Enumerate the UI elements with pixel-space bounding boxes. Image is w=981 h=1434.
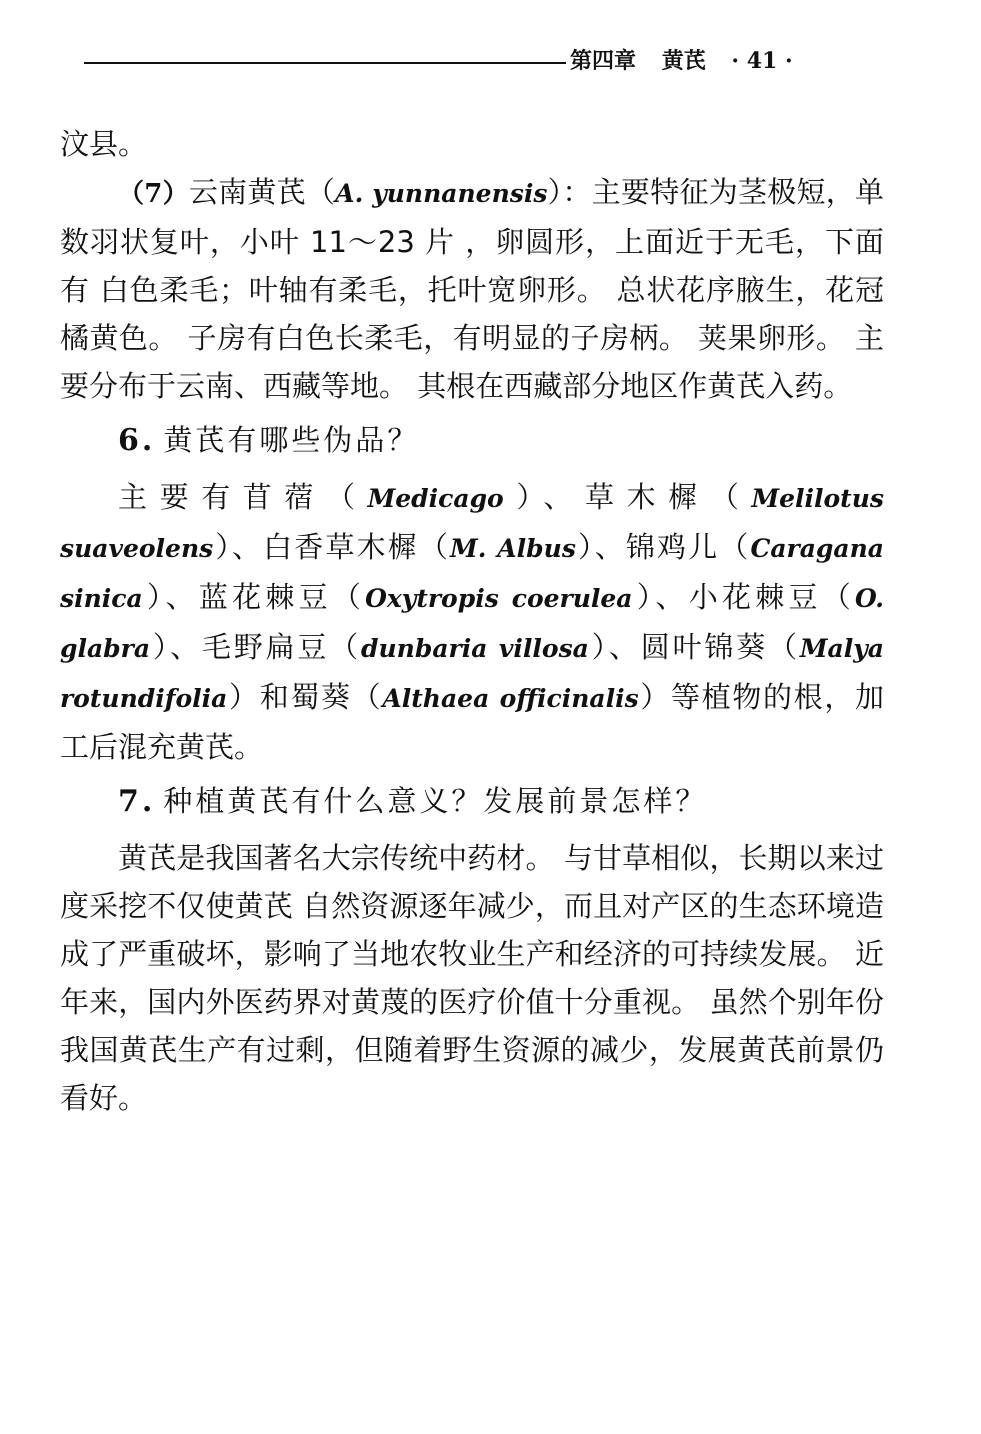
latin-name: Caragana sinica: [60, 534, 884, 613]
text-run: ）、毛野扁豆（: [150, 630, 362, 664]
text-run: ）、白香草木樨（: [213, 530, 451, 564]
latin-name: O. glabra: [60, 584, 884, 663]
question-number: 7.: [118, 784, 156, 819]
paragraph-text: ）：主要特征为茎极短，单数羽状复叶，小叶 11～23 片 ，卵圆形，上面近于无毛，下面有 白色柔毛；叶轴有柔毛，托叶宽卵形。 总状花序腋生，花冠橘黄色。 子房有白色长柔毛，有明显的子房柄。 荚果卵形。 主要分布于云南、西藏等地。 其根在西藏部分地区作黄芪入药。: [60, 175, 884, 403]
page-number: · 41 ·: [731, 48, 793, 74]
latin-name: dunbaria villosa: [361, 634, 589, 663]
text-run: ）、蓝花棘豆（: [142, 580, 366, 614]
text-run: ）、圆叶锦葵（: [588, 630, 800, 664]
latin-name: M. Albus: [450, 534, 576, 563]
body-text: [60, 120, 884, 1122]
paragraph-yunnan-astragalus: [60, 168, 884, 410]
paragraph-text: 黄芪是我国著名大宗传统中药材。 与甘草相似，长期以来过度采挖不仅使黄芪 自然资源逐年减少，而且对产区的生态环境造成了严重破坏，影响了当地农牧业生产和经济的可持续发展。 近年来，国内外医药界对黄蔑的医疗价值十分重视。 虽然个别年份我国黄芪生产有过剩，但随着野生资源的减少，发展黄芪前景仍看好。: [60, 841, 884, 1115]
header-rule: [84, 62, 566, 64]
paragraph-counterfeits: [60, 473, 884, 771]
text-run: ）、小花棘豆（: [632, 580, 855, 614]
text-run: 主要有苜蓿（: [118, 480, 368, 514]
species-name: 云南黄芪（: [188, 175, 336, 209]
latin-name: Oxytropis coerulea: [365, 584, 633, 613]
question-heading-7: [60, 777, 884, 826]
latin-name: A. yunnanensis: [335, 179, 548, 208]
latin-name: Melilotus suaveolens: [60, 484, 884, 563]
question-text: 黄芪有哪些伪品？: [163, 423, 420, 457]
header-text: [570, 44, 811, 78]
chapter-label: 第四章: [570, 48, 637, 74]
running-header: [84, 44, 854, 78]
latin-name: Medicago: [367, 484, 504, 513]
latin-name: Malya rotundifolia: [60, 634, 884, 713]
item-label: （7）: [118, 179, 189, 209]
paragraph-continued: [60, 120, 884, 168]
paragraph-text: 汶县。: [60, 127, 148, 161]
text-run: ）、锦鸡儿（: [575, 530, 751, 564]
question-text: 种植黄芪有什么意义？发展前景怎样？: [163, 784, 708, 818]
question-number: 6.: [118, 423, 156, 458]
chapter-title: 黄芪: [661, 48, 706, 74]
latin-name: Althaea officinalis: [382, 684, 639, 713]
text-run: ）和蜀葵（: [227, 680, 383, 714]
question-heading-6: [60, 416, 884, 465]
text-run: ）、草木樨（: [503, 480, 752, 514]
paragraph-significance: [60, 834, 884, 1122]
text-run: ）等植物的根，加工后混充黄芪。: [60, 680, 884, 764]
